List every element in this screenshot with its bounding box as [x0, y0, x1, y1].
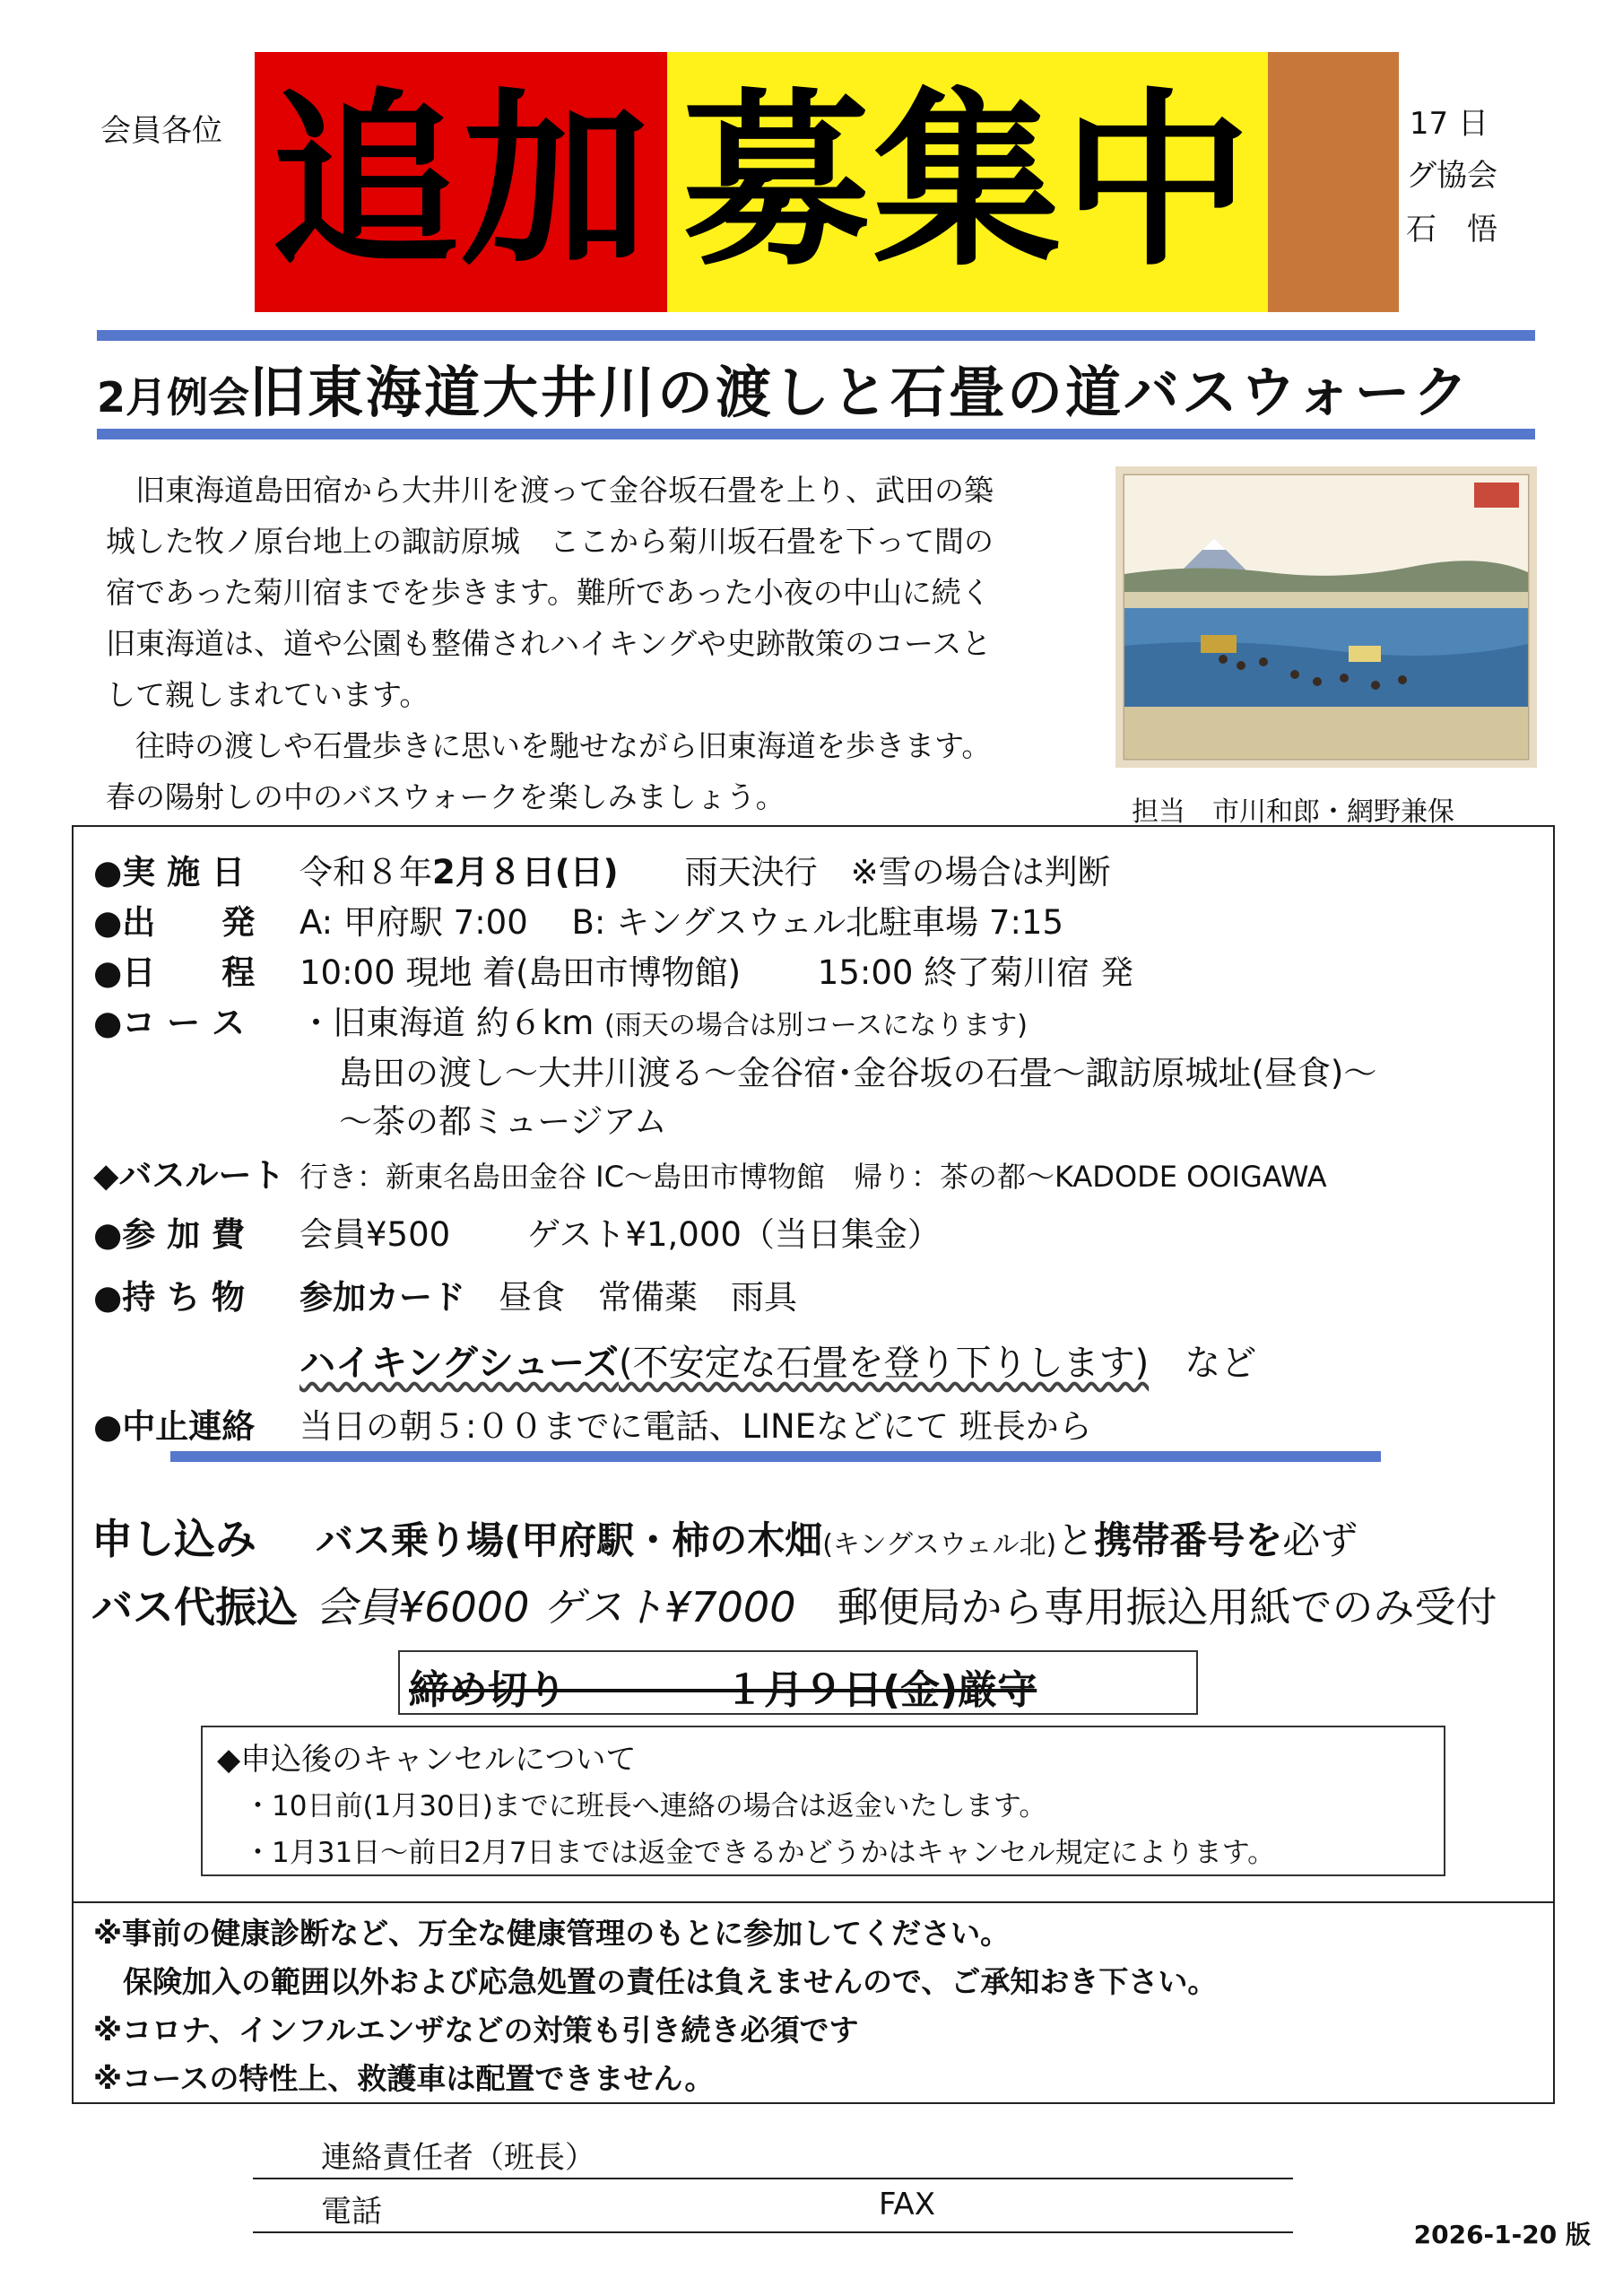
course-route-end: ～茶の都ミュージアム — [339, 1102, 667, 1141]
banner-yellow-panel — [667, 52, 1268, 312]
contact-line-1 — [253, 2178, 1293, 2179]
transfer-label: バス代振込 — [91, 1583, 298, 1631]
intro-line: 往時の渡しや石畳歩きに思いを馳せながら旧東海道を歩きます。 — [135, 728, 992, 763]
note-insurance: 保険加入の範囲以外および応急処置の責任は負えませんので、ご承知おき下さい。 — [93, 1964, 1218, 1999]
intro-line: 春の陽射しの中のバスウォークを楽しみましょう。 — [106, 779, 785, 814]
deadline-label: 締め切り — [409, 1667, 567, 1713]
fee-member: 会員¥500 — [299, 1215, 451, 1254]
event-details-box — [72, 825, 1555, 1903]
intro-line: 旧東海道は、道や公園も整備されハイキングや史跡散策のコースと — [106, 626, 992, 661]
contact-leader-label: 連絡責任者（班長） — [321, 2140, 595, 2176]
intro-line: 旧東海道島田宿から大井川を渡って金谷坂石畳を上り、武田の築 — [135, 473, 994, 508]
apply-bus-stop: バス乗り場(甲府駅・柿の木畑 — [316, 1518, 823, 1562]
detail-date-era: 令和８年 — [299, 853, 432, 891]
intro-line: 宿であった菊川宿までを歩きます。難所であった小夜の中山に続く — [106, 575, 991, 610]
detail-items-label: ●持 ち 物 — [93, 1278, 246, 1317]
items-shoes: ハイキングシューズ — [299, 1343, 619, 1384]
addressee: 会員各位 — [100, 113, 222, 149]
association-name: グ協会 — [1406, 158, 1497, 194]
intro-paragraph-1 — [106, 465, 1101, 720]
transfer-guest: ゲスト¥7000 — [542, 1583, 796, 1631]
detail-date-value: 2月８日(日) — [432, 853, 619, 891]
cancellation-line-2: ・1月31日～前日2月7日までは返金できるかどうかはキャンセル規定によります。 — [244, 1837, 1276, 1869]
detail-cancel-contact-row — [93, 1399, 1092, 1448]
title-rule-top — [97, 330, 1535, 341]
cancellation-title: ◆申込後のキャンセルについて — [217, 1742, 637, 1778]
cancel-contact-text: 当日の朝５:００までに電話、LINEなどにて 班長から — [299, 1407, 1092, 1446]
fee-guest: ゲスト¥1,000（当日集金） — [526, 1215, 941, 1254]
intro-paragraph-2 — [106, 720, 1101, 822]
items-etc: など — [1185, 1343, 1257, 1384]
apply-must: 必ず — [1282, 1518, 1358, 1562]
departure-b: B: キングスウェル北駐車場 7:15 — [571, 903, 1064, 942]
items-shoes-underlined — [299, 1343, 1149, 1384]
recruitment-banner — [255, 52, 1399, 312]
note-covid: ※コロナ、インフルエンザなどの対策も引き続き必須です — [93, 2013, 859, 2048]
signer-name: 石 悟 — [1406, 212, 1497, 248]
contact-line-2 — [253, 2231, 1293, 2233]
document-version: 2026-1-20 版 — [1413, 2220, 1591, 2249]
health-notes-box — [72, 1900, 1555, 2104]
details-divider-rule — [170, 1451, 1381, 1462]
staff-in-charge: 担当 市川和郎・網野兼保 — [1132, 796, 1454, 828]
detail-departure-row — [93, 895, 1063, 944]
items-card: 参加カード — [299, 1278, 465, 1317]
detail-fee-label: ●参 加 費 — [93, 1215, 246, 1254]
title-main: 旧東海道大井川の渡しと石畳の道バスウォーク — [249, 360, 1471, 425]
title-rule-bottom — [97, 429, 1535, 439]
detail-fee-row — [93, 1207, 941, 1256]
detail-departure-label: ●出 発 — [93, 903, 256, 942]
detail-course-row — [93, 996, 1028, 1044]
detail-date-label: ●実 施 日 — [93, 853, 246, 891]
deadline-date: １月９日(金)厳守 — [725, 1667, 1037, 1713]
detail-course-label: ●コ ー ス — [93, 1004, 246, 1042]
transfer-method: 郵便局から専用振込用紙でのみ受付 — [837, 1583, 1497, 1631]
intro-text — [106, 465, 1101, 822]
title-prefix: 2月例会 — [97, 373, 250, 422]
issue-date: 17 日 — [1409, 106, 1488, 142]
detail-cancel-contact-label: ●中止連絡 — [93, 1407, 256, 1446]
transfer-row — [91, 1575, 1497, 1634]
schedule-end: 15:00 終了菊川宿 発 — [817, 953, 1133, 992]
deadline-box — [398, 1650, 1198, 1715]
course-main: ・旧東海道 約６km — [299, 1004, 595, 1042]
apply-row — [91, 1507, 1358, 1566]
intro-line: 城した牧ノ原台地上の諏訪原城 ここから菊川坂石畳を下って間の — [106, 524, 994, 559]
cancellation-policy-box — [201, 1726, 1445, 1876]
banner-text-additional: 追加 — [270, 72, 651, 291]
transfer-member: 会員¥6000 — [316, 1583, 530, 1631]
detail-snow-policy: ※雪の場合は判断 — [850, 853, 1111, 891]
detail-bus-route-row — [93, 1148, 1327, 1196]
banner-text-recruiting: 募集中 — [681, 72, 1253, 291]
items-rest: 昼食 常備薬 雨具 — [499, 1278, 797, 1317]
detail-schedule-label: ●日 程 — [93, 953, 256, 992]
ukiyoe-print-image — [1115, 466, 1537, 768]
course-route-line: 島田の渡し～大井川渡る～金谷宿･金谷坂の石畳～諏訪原城址(昼食)～ — [339, 1054, 1377, 1092]
bus-route-go: 行き：新東名島田金谷 IC～島田市博物館 — [299, 1160, 825, 1194]
apply-label: 申し込み — [91, 1515, 256, 1563]
note-health-check: ※事前の健康診断など、万全な健康管理のもとに参加してください。 — [93, 1916, 1011, 1951]
apply-phone: 携帯番号を — [1094, 1518, 1283, 1562]
schedule-arrive: 10:00 現地 着(島田市博物館) — [299, 953, 742, 992]
cancellation-line-1: ・10日前(1月30日)までに班長へ連絡の場合は返金いたします。 — [244, 1790, 1047, 1822]
detail-date-row — [93, 845, 1111, 893]
banner-orange-panel — [1268, 52, 1399, 312]
intro-line: して親しまれています。 — [106, 677, 430, 712]
bus-route-back: 帰り：茶の都～KADODE OOIGAWA — [853, 1160, 1327, 1194]
deadline-text — [409, 1657, 1037, 1715]
banner-red-panel — [255, 52, 667, 312]
contact-fax-label: FAX — [879, 2187, 935, 2222]
departure-a: A: 甲府駅 7:00 — [299, 903, 528, 942]
apply-bus-stop-small: (キングスウェル北) — [822, 1529, 1057, 1561]
note-ambulance: ※コースの特性上、救護車は配置できません。 — [93, 2061, 715, 2096]
apply-and: と — [1056, 1518, 1095, 1562]
contact-phone-label: 電話 — [321, 2194, 382, 2230]
detail-rain-policy: 雨天決行 — [684, 853, 818, 891]
detail-schedule-row — [93, 945, 1133, 994]
course-note: (雨天の場合は別コースになります) — [604, 1010, 1028, 1041]
items-shoes-note: (不安定な石畳を登り下りします) — [619, 1343, 1150, 1384]
detail-bus-route-label: ◆バスルート — [93, 1156, 285, 1195]
detail-items-row — [93, 1270, 797, 1318]
items-shoes-line — [299, 1335, 1256, 1386]
event-title — [97, 348, 1535, 428]
